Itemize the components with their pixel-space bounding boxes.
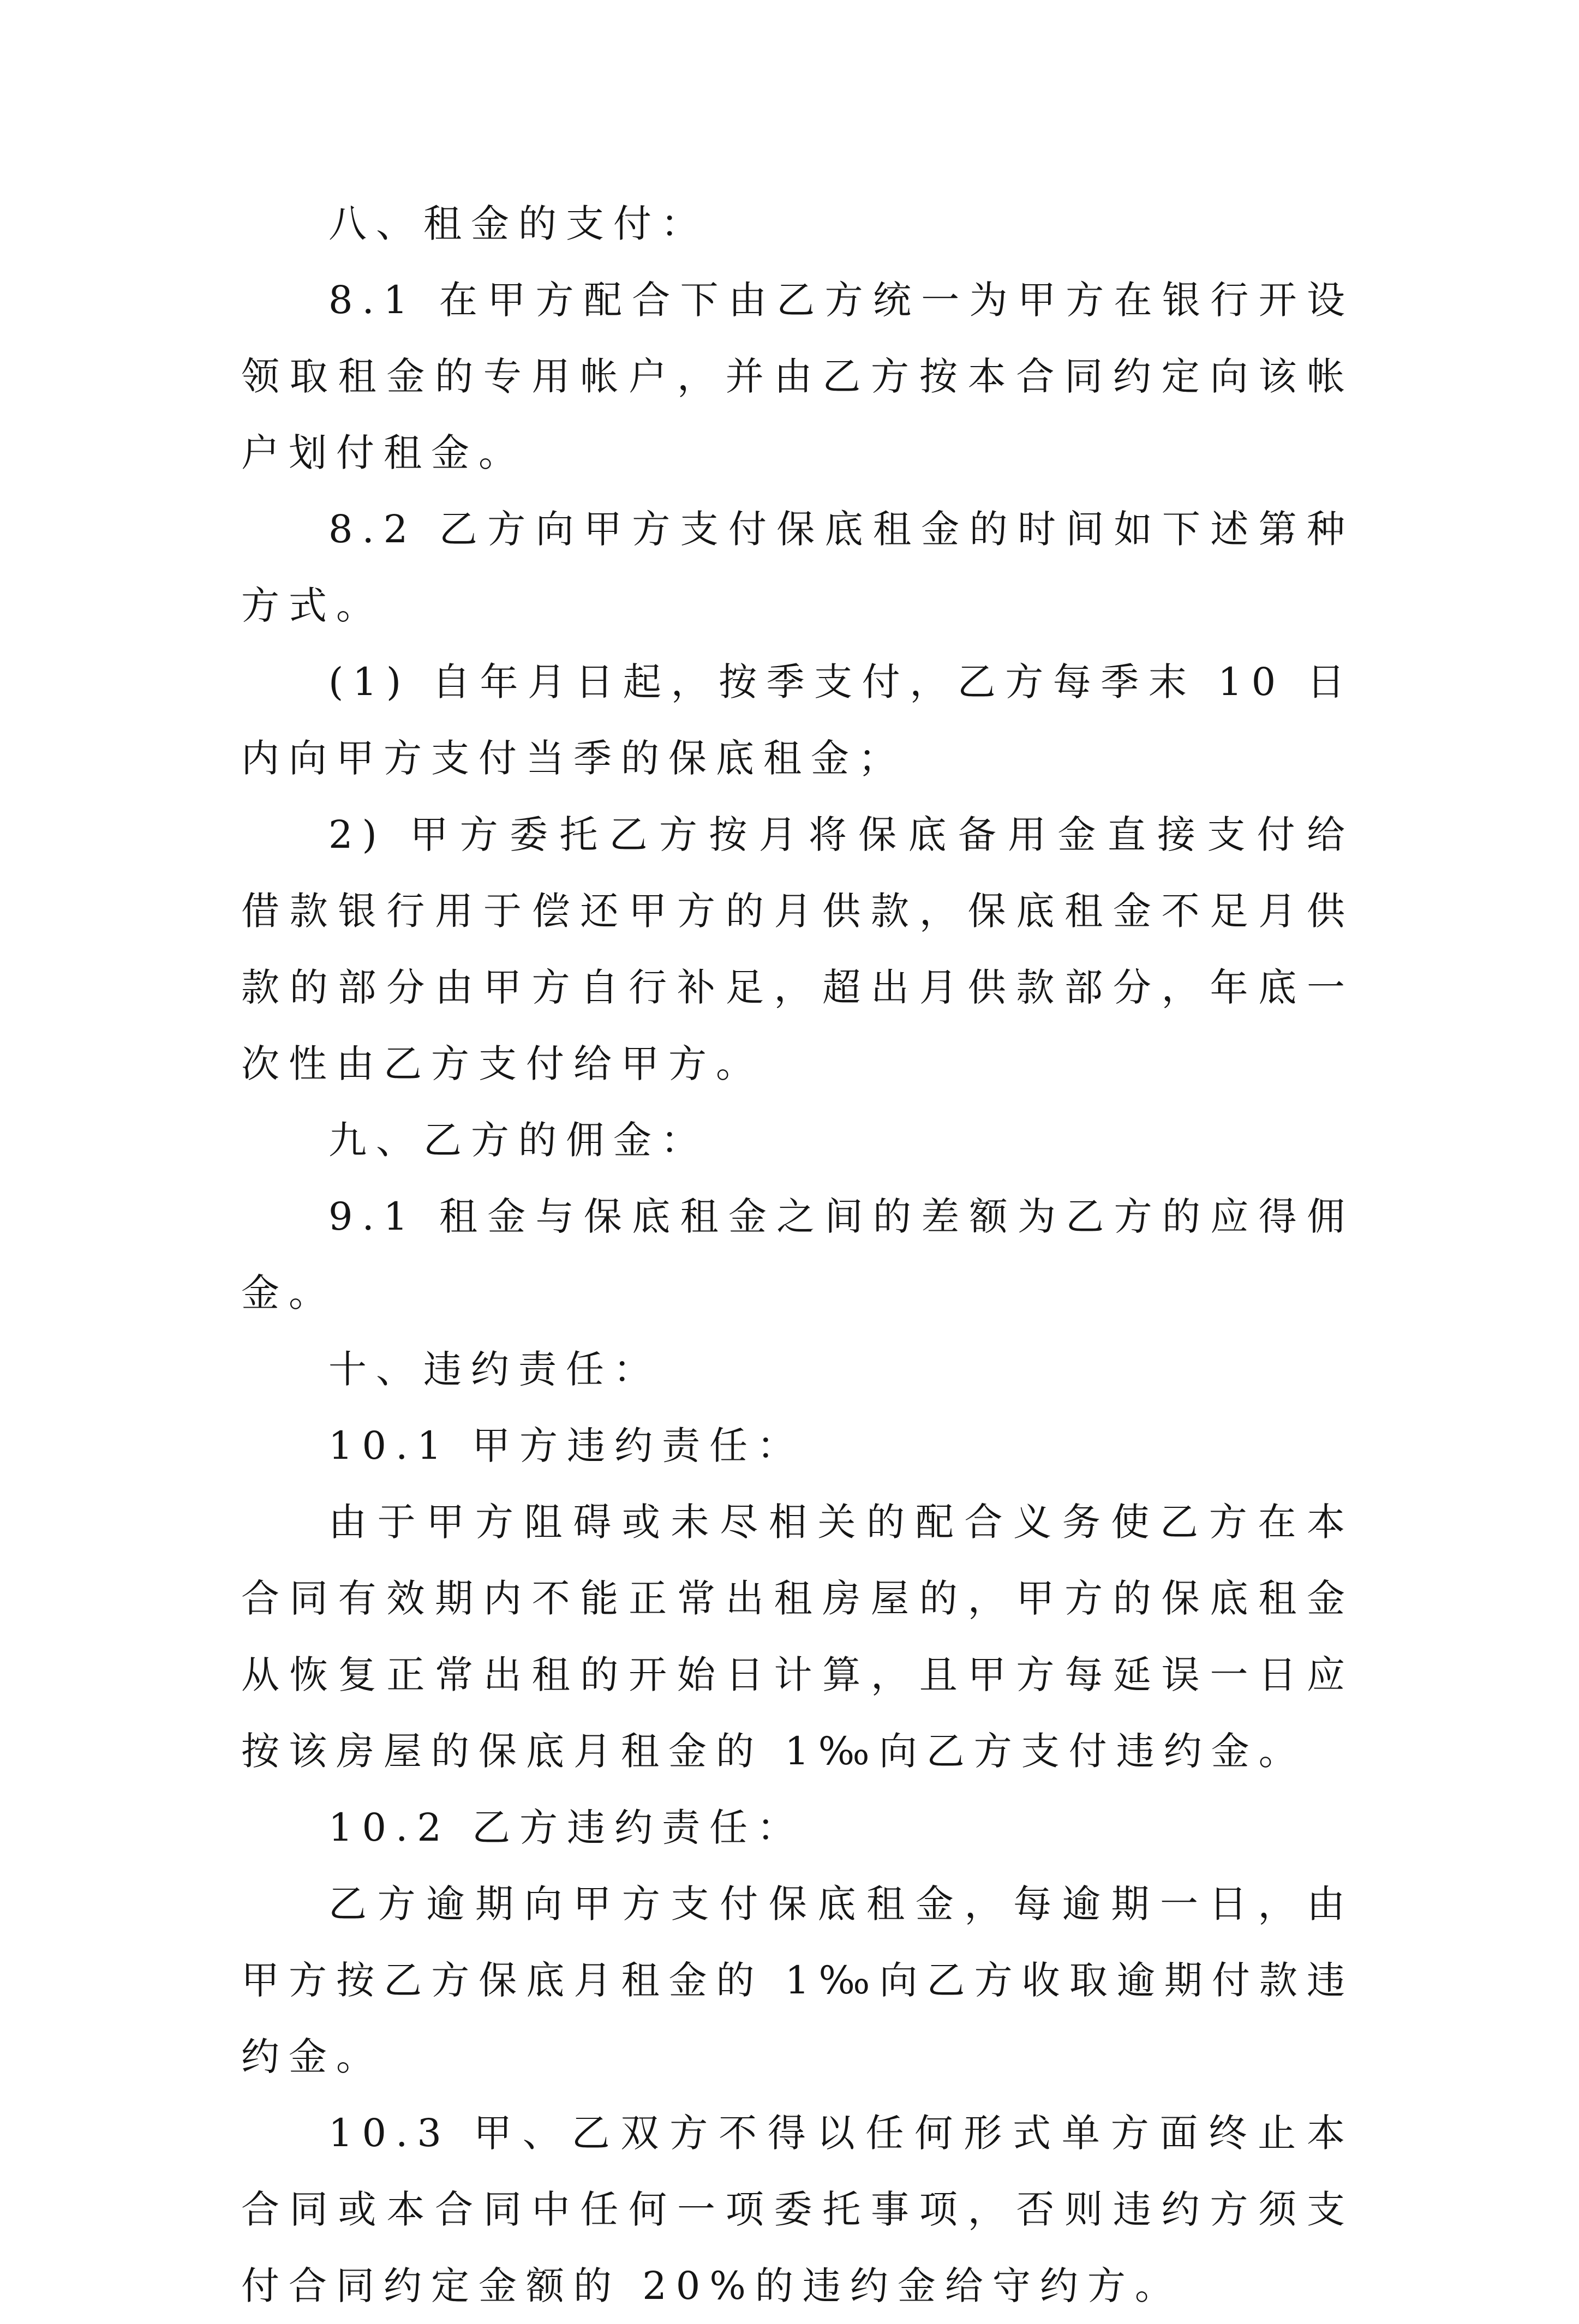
section-heading-rent-payment: 八、租金的支付：: [328, 201, 708, 246]
clause-8-2-option-1: (1) 自年月日起，按季支付，乙方每季末 10 日内向甲方支付当季的保底租金；: [241, 660, 1354, 781]
clause-8-1: 8.1 在甲方配合下由乙方统一为甲方在银行开设领取租金的专用帐户，并由乙方按本合同约定向该帐户划付租金。: [241, 278, 1354, 475]
clause-10-1-text: 由于甲方阻碍或未尽相关的配合义务使乙方在本合同有效期内不能正常出租房屋的，甲方的保底租金从恢复正常出租的开始日计算，且甲方每延误一日应按该房屋的保底月租金的 1‰向乙方支付违约金。: [241, 1500, 1354, 1774]
clause-10-1-heading: 10.1 甲方违约责任：: [328, 1423, 805, 1468]
clause-8-2-option-2: 2) 甲方委托乙方按月将保底备用金直接支付给借款银行用于偿还甲方的月供款，保底租金不足月供款的部分由甲方自行补足，超出月供款部分，年底一次性由乙方支付给甲方。: [241, 812, 1354, 1086]
clause-10-2-heading: 10.2 乙方违约责任：: [328, 1805, 805, 1850]
clause-10-3: 10.3 甲、乙双方不得以任何形式单方面终止本合同或本合同中任何一项委托事项，否则违约方须支付合同约定金额的 20%的违约金给守约方。: [241, 2111, 1354, 2308]
section-heading-commission: 九、乙方的佣金：: [328, 1118, 708, 1163]
clause-9-1: 9.1 租金与保底租金之间的差额为乙方的应得佣金。: [241, 1194, 1354, 1315]
document-body: [241, 185, 1354, 2324]
clause-8-2: 8.2 乙方向甲方支付保底租金的时间如下述第种方式。: [241, 507, 1354, 628]
clause-10-2-text: 乙方逾期向甲方支付保底租金，每逾期一日，由甲方按乙方保底月租金的 1‰向乙方收取逾期付款违约金。: [241, 1882, 1354, 2079]
section-heading-liability: 十、违约责任：: [328, 1347, 661, 1392]
